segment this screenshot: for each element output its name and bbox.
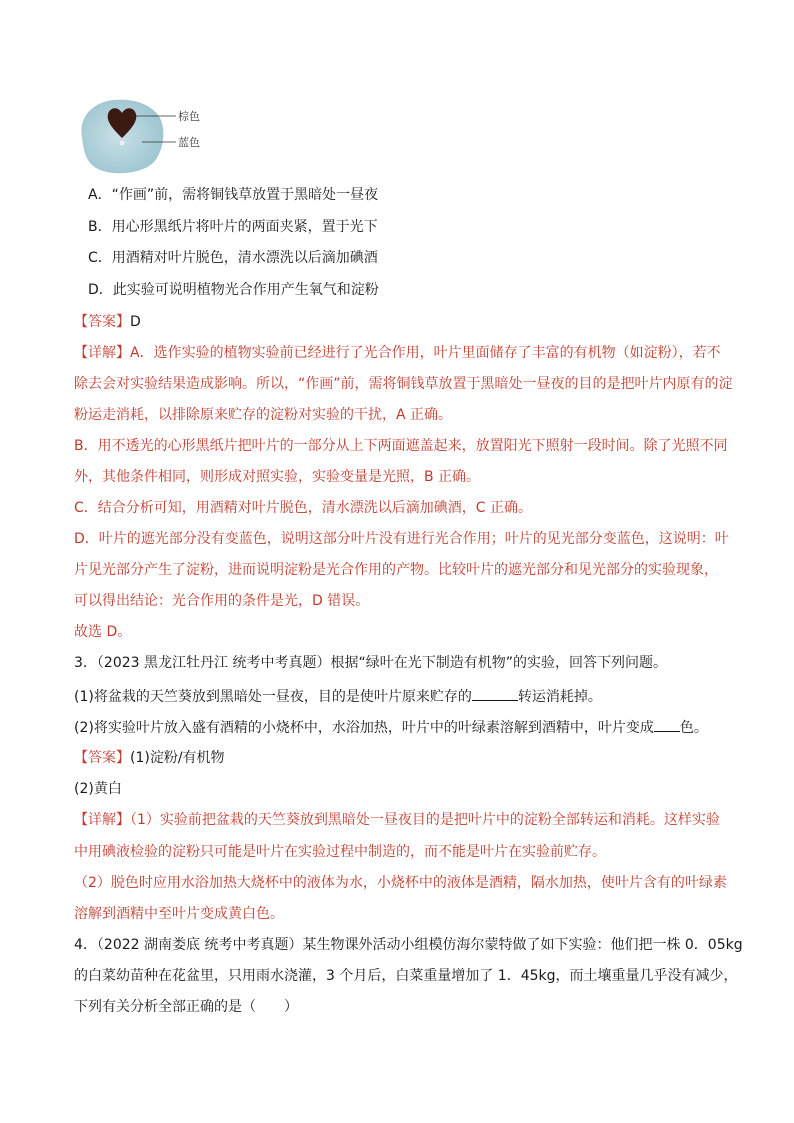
q2-detail-line-1: [74, 344, 721, 362]
q3-detail-2: 中用碘液检验的淀粉只可能是叶片在实验过程中制造的，而不能是叶片在实验前贮存。: [74, 844, 606, 860]
detail-text: A．选作实验的植物实验前已经进行了光合作用，叶片里面储存了丰富的有机物（如淀粉），若不: [130, 345, 721, 361]
q2-detail-line-3: 粉运走消耗，以排除原来贮存的淀粉对实验的干扰，A 正确。: [74, 407, 453, 423]
option-b: B．用心形黑纸片将叶片的两面夹紧，置于光下: [88, 219, 378, 235]
q3-detail-1: [74, 811, 720, 829]
q3-answer-2: (2)黄白: [74, 781, 122, 797]
q3-answer: [74, 749, 225, 767]
q2-detail-line-7: D．叶片的遮光部分没有变蓝色，说明这部分叶片没有进行光合作用；叶片的见光部分变蓝色，这说明：叶: [74, 531, 729, 547]
q3-sub1-text: (1)将盆栽的天竺葵放到黑暗处一昼夜，目的是使叶片原来贮存的: [74, 689, 472, 705]
q3-sub1-tail: 转运消耗掉。: [517, 689, 602, 705]
option-a: A．“作画”前，需将铜钱草放置于黑暗处一昼夜: [88, 187, 379, 203]
leaf-figure: [70, 94, 220, 180]
detail-tag: 【详解】: [74, 812, 130, 828]
q2-answer: [74, 313, 141, 331]
q3-answer-1: (1)淀粉/有机物: [130, 750, 225, 766]
option-c: C．用酒精对叶片脱色，清水漂洗以后滴加碘酒: [88, 250, 378, 266]
q3-sub2-text: (2)将实验叶片放入盛有酒精的小烧杯中，水浴加热，叶片中的叶绿素溶解到酒精中，叶片变成: [74, 720, 654, 736]
answer-value: D: [130, 314, 141, 330]
label-blue: 蓝色: [178, 136, 200, 149]
q3-number: 3．: [74, 655, 97, 671]
q3-detail-text-1: （1）实验前把盆栽的天竺葵放到黑暗处一昼夜目的是把叶片中的淀粉全部转运和消耗。这样实验: [130, 812, 720, 828]
q2-detail-line-4: B．用不透光的心形黑纸片把叶片的一部分从上下两面遮盖起来，放置阳光下照射一段时间。除了光照不同: [74, 438, 728, 454]
q4-source: （2022 湖南娄底 统考中考真题）: [96, 937, 303, 953]
q2-detail-line-6: C．结合分析可知，用酒精对叶片脱色，清水漂洗以后滴加碘酒，C 正确。: [74, 500, 532, 516]
q2-conclusion: 故选 D。: [74, 624, 132, 640]
q2-detail-line-5: 外，其他条件相同，则形成对照实验，实验变量是光照，B 正确。: [74, 469, 481, 485]
blank-1: [472, 686, 518, 701]
answer-tag: 【答案】: [74, 750, 130, 766]
q4-text-1: 某生物课外活动小组模仿海尔蒙特做了如下实验：他们把一株 0．05kg: [302, 937, 743, 953]
q3-detail-4: 溶解到酒精中至叶片变成黄白色。: [74, 906, 284, 922]
q4-line-2: 的白菜幼苗种在花盆里，只用雨水浇灌，3 个月后，白菜重量增加了 1．45kg，而土壤重量几乎没有减少，: [74, 968, 738, 984]
leaf-center-dot: [120, 141, 125, 146]
q3-sub2-tail: 色。: [679, 720, 708, 736]
q3-sub2: [74, 717, 708, 737]
detail-tag: 【详解】: [74, 345, 130, 361]
answer-tag: 【答案】: [74, 314, 130, 330]
q4-number: 4．: [74, 937, 97, 953]
q4-line-1: [74, 936, 743, 954]
label-brown: 棕色: [178, 110, 200, 123]
blank-2: [654, 717, 680, 732]
option-d: D．此实验可说明植物光合作用产生氧气和淀粉: [88, 282, 379, 298]
q2-detail-line-9: 可以得出结论：光合作用的条件是光，D 错误。: [74, 593, 370, 609]
q2-detail-line-8: 片见光部分产生了淀粉，进而说明淀粉是光合作用的产物。比较叶片的遮光部分和见光部分的实验现象，: [74, 562, 718, 578]
q3-detail-3: （2）脱色时应用水浴加热大烧杯中的液体为水，小烧杯中的液体是酒精，隔水加热，使叶片含有的叶绿素: [74, 875, 727, 891]
leaf-illustration: [70, 94, 220, 180]
q3-sub1: [74, 686, 602, 706]
q3-stem-text: 根据“绿叶在光下制造有机物”的实验，回答下列问题。: [330, 655, 667, 671]
q3-stem: [74, 654, 667, 672]
q2-detail-line-2: 除去会对实验结果造成影响。所以，“作画”前，需将铜钱草放置于黑暗处一昼夜的目的是把叶片内原有的淀: [74, 376, 733, 392]
q3-source: （2023 黑龙江牡丹江 统考中考真题）: [96, 655, 331, 671]
q4-line-3: 下列有关分析全部正确的是（ ）: [74, 999, 298, 1015]
